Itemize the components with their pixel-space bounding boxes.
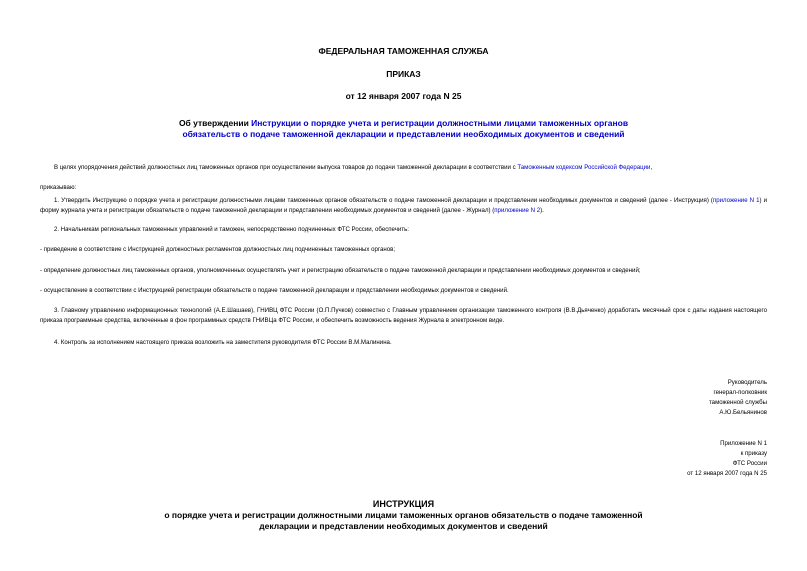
bullet-3: - осуществление в соответствии с Инструкцией регистрации обязательств о подаче таможенной декларации и представлении необходимых документов и сведений. <box>40 287 509 294</box>
appendix-1-link[interactable]: приложение N 1 <box>712 197 760 204</box>
paragraph-4: 4. Контроль за исполнением настоящего приказа возложить на заместителя руководителя ФТС России В.М.Малинина. <box>54 339 392 346</box>
p1-text-a: 1. Утвердить Инструкцию о порядке учета и регистрации должностными лицами таможенных органов обязательств о подаче таможенной декларации и представлении необходимых документов и сведений (далее - Инструкция) ( <box>54 197 713 204</box>
signature-position: Руководитель <box>727 379 767 386</box>
title-link-line2: обязательств о подаче таможенной декларации и представлении необходимых документов и сведений <box>182 129 625 139</box>
paragraph-3: 3. Главному управлению информационных технологий (А.Е.Шашаев), ГНИВЦ ФТС России (О.П.Пучков) совместно с Главным управлением организации таможенного контроля (В.В.Дьяченко) доработать месячный срок с даты издания настоящего приказа программные средства, включенные в фон программных средств ГНИВЦа ФТС России, и обеспечить возможность ведения Журнала в электронном виде. <box>40 307 767 324</box>
instruction-line1: о порядке учета и регистрации должностными лицами таможенных органов обязательств о подаче таможенной <box>164 510 643 520</box>
appendix-2-link[interactable]: приложение N 2 <box>494 206 541 214</box>
appendix-reference <box>687 439 767 479</box>
signature-service: таможенной службы <box>708 399 767 406</box>
intro-end: , <box>650 164 653 171</box>
p1-text-c: ). <box>540 206 544 214</box>
document-type: ПРИКАЗ <box>386 69 421 79</box>
signature-name: А.Ю.Бельянинов <box>719 409 767 416</box>
title-link-line1: Инструкции о порядке учета и регистрации должностными лицами таможенных органов <box>251 118 629 128</box>
intro-paragraph <box>40 163 767 173</box>
instruction-line2: декларации и представлении необходимых документов и сведений <box>259 521 548 531</box>
appendix-to-order: к приказу <box>740 450 767 457</box>
customs-code-link[interactable]: Таможенным кодексом Российской Федерации <box>517 164 651 171</box>
bullet-1: - приведение в соответствие с Инструкцией должностных регламентов должностных лиц подчиненных таможенных органов; <box>40 246 396 253</box>
agency-name: ФЕДЕРАЛЬНАЯ ТАМОЖЕННАЯ СЛУЖБА <box>318 46 489 56</box>
appendix-date: от 12 января 2007 года N 25 <box>687 470 767 477</box>
document-date-number: от 12 января 2007 года N 25 <box>345 91 462 101</box>
signature-rank: генерал-полковник <box>713 389 767 396</box>
instruction-title <box>120 499 687 532</box>
appendix-number: Приложение N 1 <box>720 440 767 447</box>
title-prefix: Об утверждении <box>178 118 252 128</box>
instruction-heading: ИНСТРУКЦИЯ <box>372 499 435 509</box>
appendix-agency: ФТС России <box>732 460 767 467</box>
intro-text: В целях упорядочения действий должностных лиц таможенных органов при осуществлении выпуска товаров до подачи таможенной декларации в соответствии с <box>54 164 518 171</box>
document-title <box>120 118 687 140</box>
p1-text-b: ) и форму журнала учета и регистрации обязательств о подаче таможенной декларации и представлении необходимых документов и сведений (далее - Журнал) ( <box>40 197 767 214</box>
paragraph-1 <box>40 196 767 215</box>
bullet-2: - определение должностных лиц таможенных органов, уполномоченных осуществлять учет и регистрацию обязательств о подаче таможенной декларации и представлении необходимых документов и сведений; <box>40 267 641 274</box>
paragraph-2: 2. Начальникам региональных таможенных управлений и таможен, непосредственно подчиненных ФТС России, обеспечить: <box>54 226 409 233</box>
order-word: приказываю: <box>40 184 77 191</box>
signature-block <box>709 378 767 418</box>
